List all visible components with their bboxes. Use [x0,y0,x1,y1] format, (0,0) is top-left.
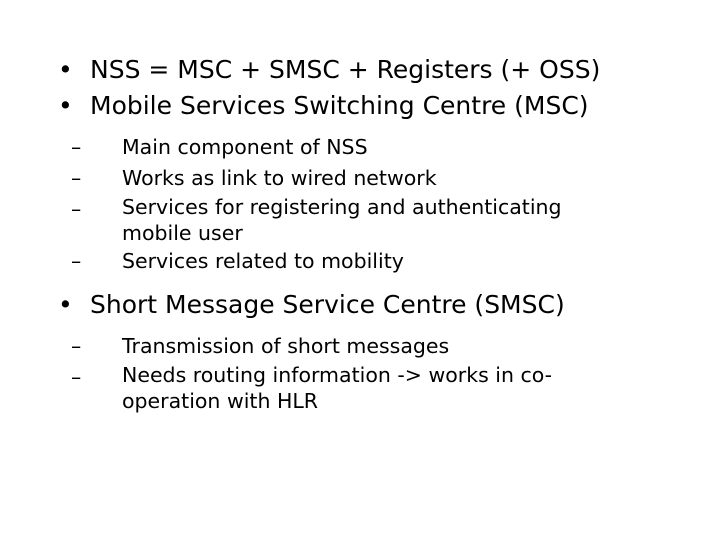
sub-bullet-text: Services related to mobility [122,249,404,273]
sub-bullet-text: Transmission of short messages [122,334,450,358]
sub-bullet-text-line: operation with HLR [122,389,319,413]
bullet-text: Short Message Service Centre (SMSC) [90,290,565,319]
sub-bullet-item [58,246,698,277]
bullet-marker: • [58,91,73,120]
sub-bullet-text-line: Needs routing information -> works in co- [122,363,553,387]
dash-marker: – [71,166,82,190]
bullet-marker: • [58,290,73,319]
sub-bullet-item [58,163,698,194]
bullet-item-nss [58,52,698,88]
dash-marker: – [71,249,82,273]
sub-bullet-item [58,194,698,246]
sub-bullet-text-line: mobile user [122,221,243,245]
sub-bullet-text: Main component of NSS [122,135,368,159]
sub-bullet-item [58,362,698,414]
dash-marker: – [71,197,82,221]
slide-content [58,52,698,414]
sub-bullet-item [58,132,698,163]
bullet-text: NSS = MSC + SMSC + Registers (+ OSS) [90,55,601,84]
dash-marker: – [71,135,82,159]
sub-bullet-item [58,331,698,362]
sub-bullet-text-line: Services for registering and authenticating [122,195,562,219]
dash-marker: – [71,365,82,389]
dash-marker: – [71,334,82,358]
bullet-item-msc [58,88,698,124]
bullet-item-smsc [58,287,698,323]
sub-bullet-text: Works as link to wired network [122,166,437,190]
bullet-text: Mobile Services Switching Centre (MSC) [90,91,589,120]
bullet-marker: • [58,55,73,84]
